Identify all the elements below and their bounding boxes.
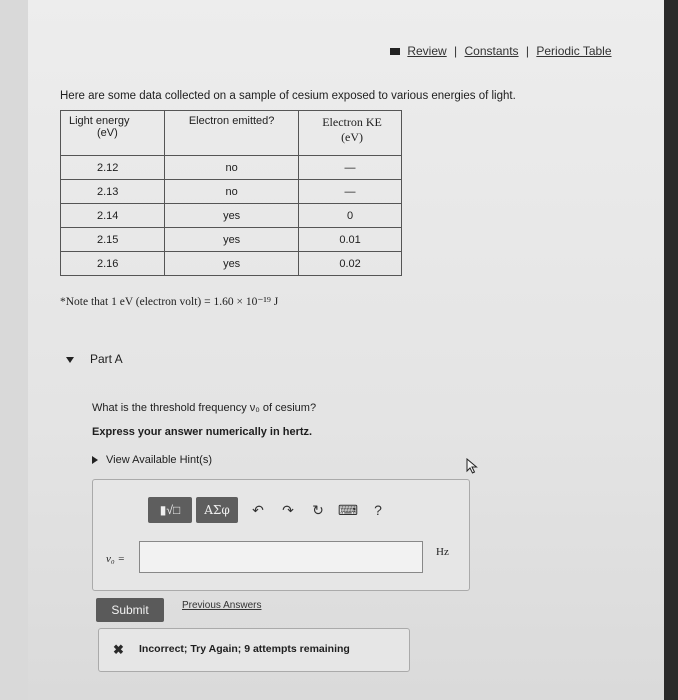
hint-label: View Available Hint(s) bbox=[106, 454, 212, 466]
redo-icon[interactable]: ↷ bbox=[282, 501, 294, 518]
table-cell: 2.16 bbox=[61, 252, 165, 276]
table-cell: yes bbox=[165, 228, 299, 252]
answer-input[interactable] bbox=[139, 541, 423, 573]
submit-button[interactable]: Submit bbox=[96, 598, 164, 622]
table-cell: yes bbox=[165, 204, 299, 228]
math-toolbar bbox=[148, 496, 392, 524]
header-electron-ke bbox=[299, 111, 402, 156]
review-icon bbox=[390, 48, 400, 55]
link-separator: | bbox=[454, 44, 458, 58]
question-text: What is the threshold frequency ν₀ of cesium? bbox=[92, 402, 317, 414]
table-cell: 0 bbox=[299, 204, 402, 228]
review-link[interactable]: Review bbox=[407, 44, 447, 58]
constants-link[interactable]: Constants bbox=[464, 44, 519, 58]
table-cell: no bbox=[165, 180, 299, 204]
intro-text: Here are some data collected on a sample of cesium exposed to various energies of light. bbox=[60, 90, 516, 102]
unit-label: Hz bbox=[436, 546, 449, 558]
mouse-cursor-icon bbox=[466, 458, 480, 474]
variable-label: ν₀ = bbox=[106, 553, 125, 565]
header-line: (eV) bbox=[97, 127, 118, 139]
feedback-message: Incorrect; Try Again; 9 attempts remaining bbox=[139, 643, 350, 655]
table-row bbox=[61, 204, 402, 228]
table-row bbox=[61, 228, 402, 252]
templates-button[interactable]: ▮√□ bbox=[148, 497, 192, 523]
table-cell: yes bbox=[165, 252, 299, 276]
header-light-energy bbox=[61, 111, 165, 156]
instruction-text: Express your answer numerically in hertz. bbox=[92, 426, 313, 438]
triangle-right-icon bbox=[92, 456, 98, 464]
reset-icon[interactable]: ↻ bbox=[312, 501, 324, 518]
feedback-box bbox=[98, 628, 410, 672]
undo-icon[interactable]: ↶ bbox=[252, 501, 264, 518]
header-line: (eV) bbox=[341, 130, 364, 144]
table-row bbox=[61, 156, 402, 180]
header-line: Electron KE bbox=[322, 115, 382, 129]
header-line: Light energy bbox=[69, 115, 130, 127]
periodic-table-link[interactable]: Periodic Table bbox=[536, 44, 612, 58]
table-cell: no bbox=[165, 156, 299, 180]
table-cell: 2.13 bbox=[61, 180, 165, 204]
previous-answers-link[interactable]: Previous Answers bbox=[182, 600, 262, 611]
table-cell: 0.01 bbox=[299, 228, 402, 252]
part-label: Part A bbox=[90, 352, 123, 366]
data-table bbox=[60, 110, 402, 276]
table-cell: 2.14 bbox=[61, 204, 165, 228]
table-cell: 2.15 bbox=[61, 228, 165, 252]
edge-shadow bbox=[664, 0, 678, 700]
header-electron-emitted bbox=[165, 111, 299, 156]
table-row bbox=[61, 180, 402, 204]
triangle-down-icon bbox=[66, 357, 74, 363]
table-cell: 2.12 bbox=[61, 156, 165, 180]
incorrect-icon: ✖ bbox=[113, 642, 124, 657]
table-cell: — bbox=[299, 156, 402, 180]
symbols-button[interactable]: ΑΣφ bbox=[196, 497, 238, 523]
keyboard-icon[interactable]: ⌨ bbox=[337, 501, 359, 518]
page-background bbox=[28, 0, 668, 700]
part-a-toggle[interactable] bbox=[66, 352, 123, 366]
link-separator: | bbox=[525, 44, 530, 58]
view-hints-toggle[interactable] bbox=[92, 454, 212, 466]
table-cell: — bbox=[299, 180, 402, 204]
table-cell: 0.02 bbox=[299, 252, 402, 276]
header-links bbox=[390, 44, 612, 58]
table-row bbox=[61, 252, 402, 276]
table-header-row bbox=[61, 111, 402, 156]
help-icon[interactable]: ? bbox=[374, 502, 382, 518]
unit-note: *Note that 1 eV (electron volt) = 1.60 × 10⁻¹⁹ J bbox=[60, 296, 279, 308]
header-line: Electron emitted? bbox=[188, 115, 275, 127]
